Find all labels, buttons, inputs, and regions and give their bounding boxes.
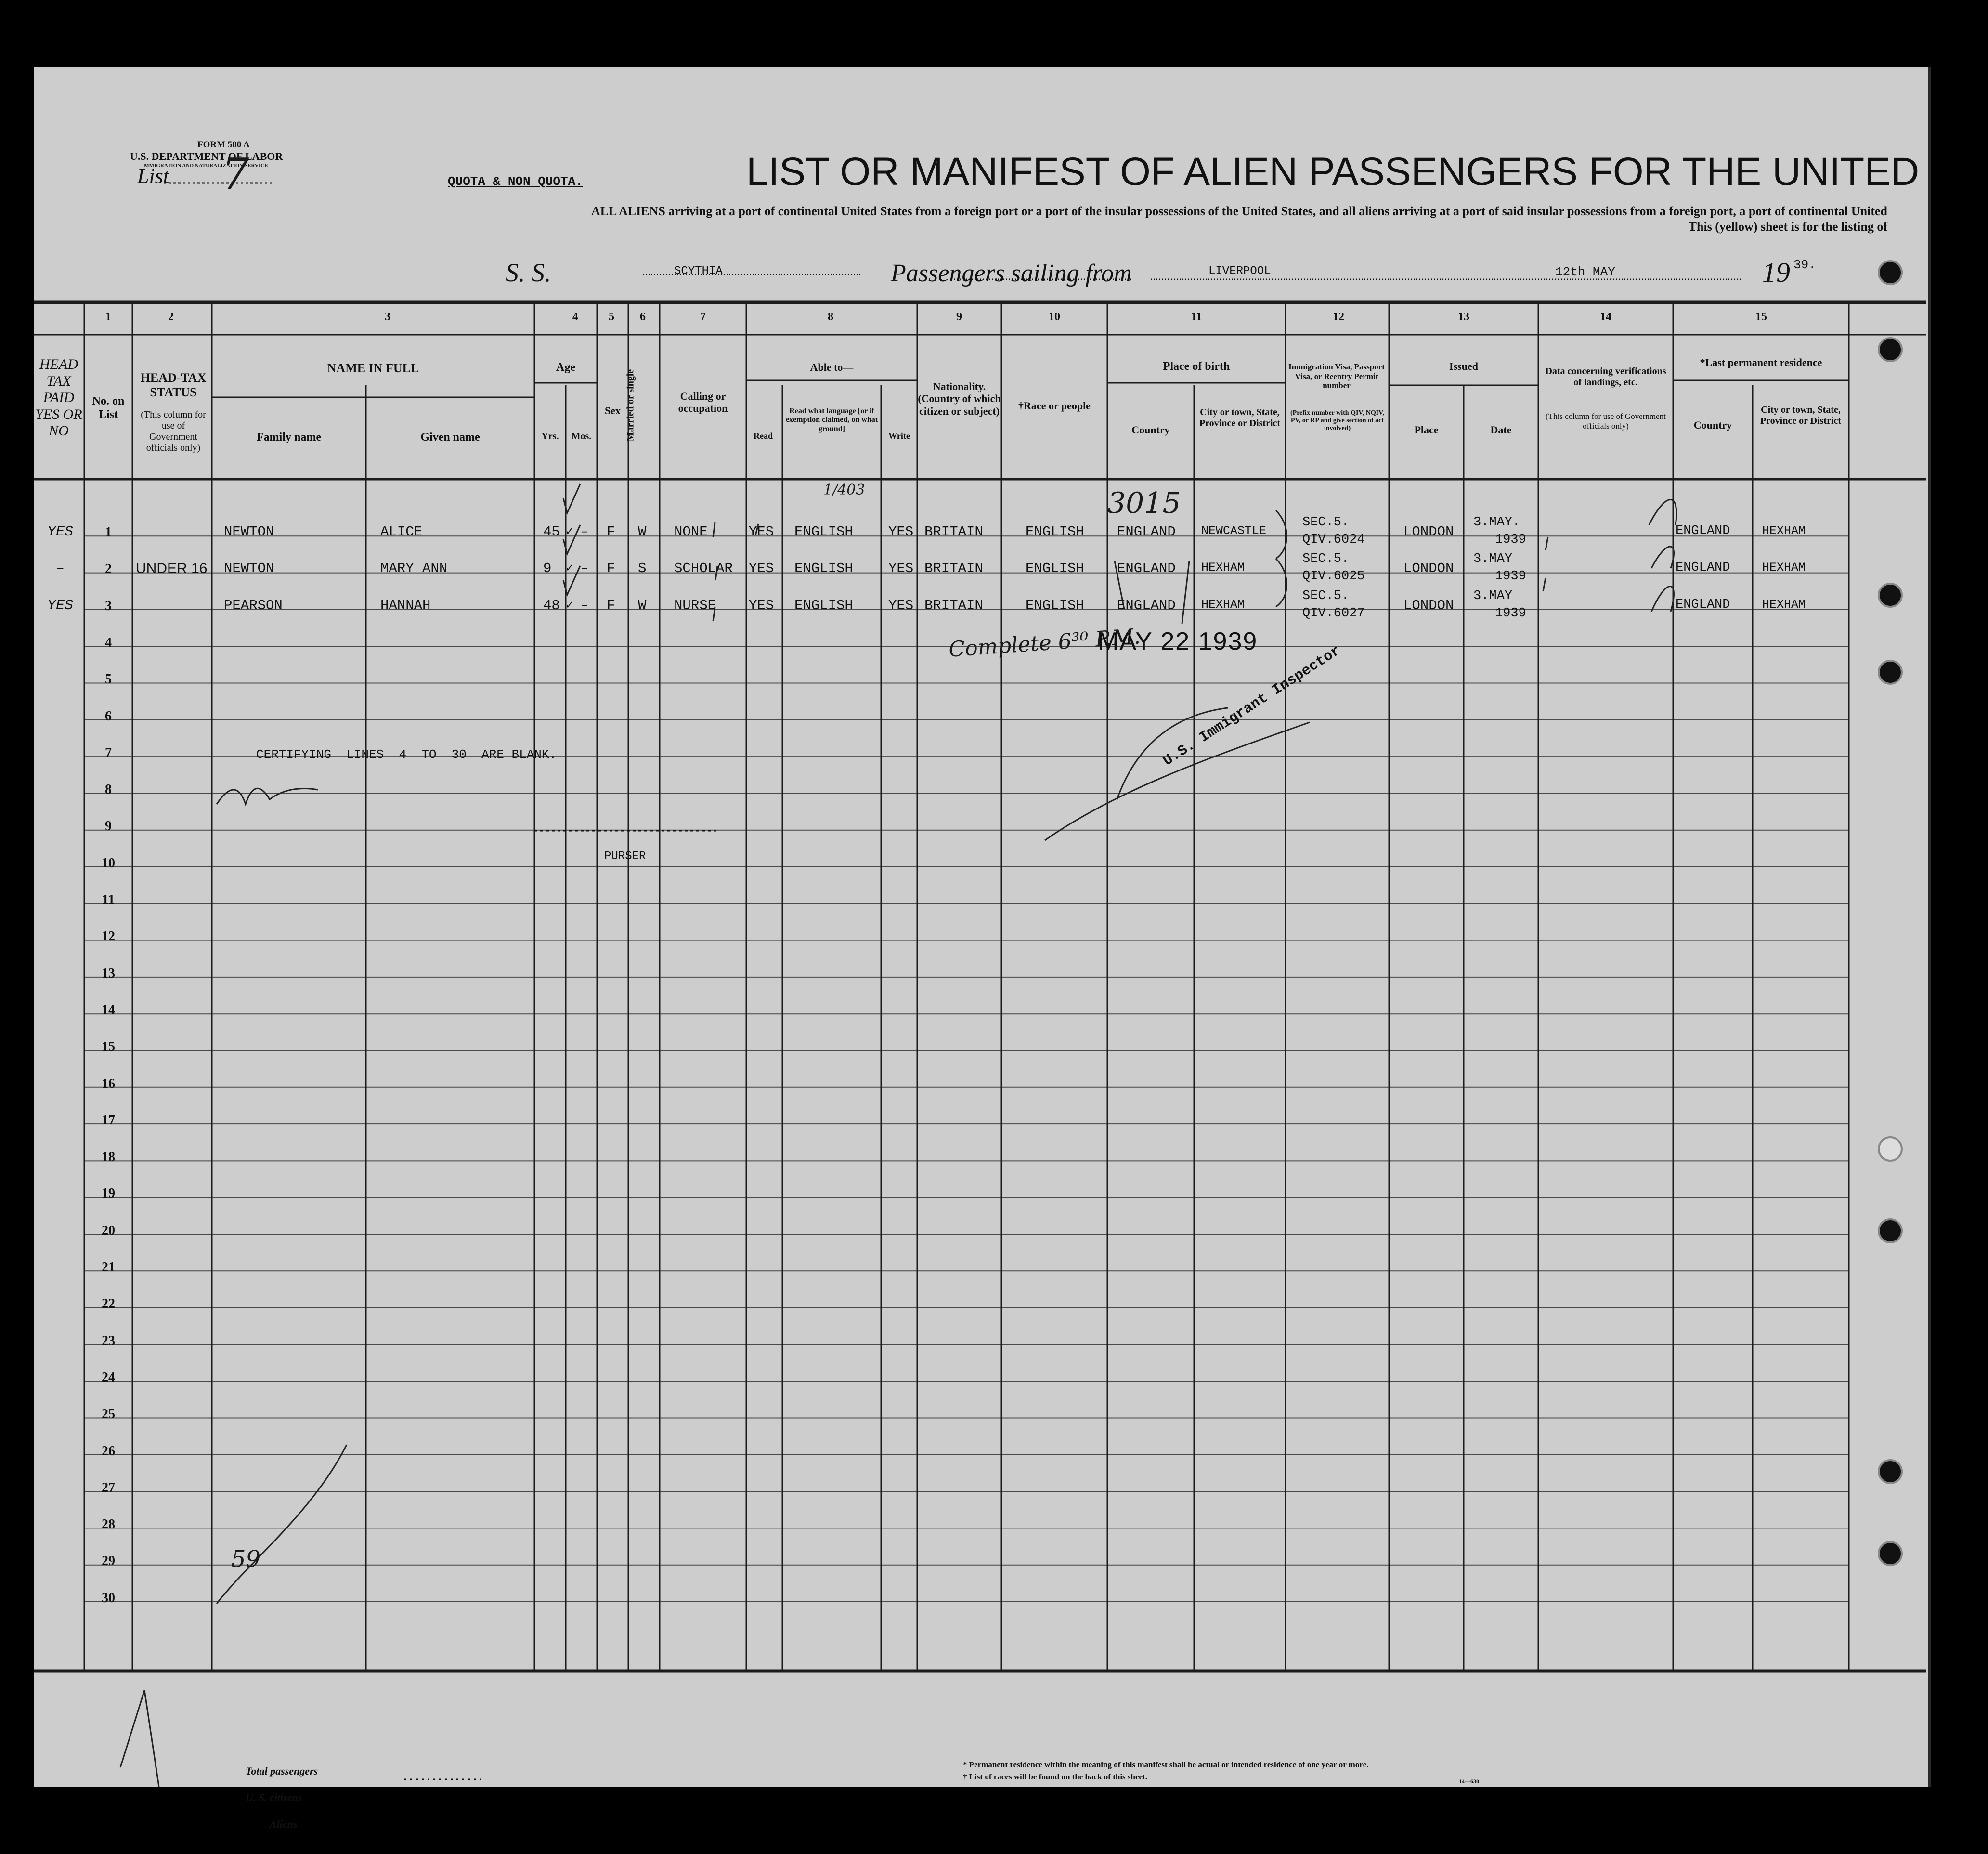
port-name: LIVERPOOL (1208, 265, 1271, 278)
row-number: 18 (102, 1149, 115, 1165)
row-number: 13 (102, 966, 115, 981)
row-number: 19 (102, 1186, 115, 1201)
column-number: 1 (105, 311, 111, 323)
hdr-given-name: Given name (420, 431, 480, 444)
cell-visa-1: SEC.5. (1302, 588, 1350, 603)
binder-hole (1878, 337, 1903, 362)
department: U.S. DEPARTMENT OF LABOR (130, 150, 283, 162)
cell-race: ENGLISH (1026, 524, 1084, 540)
cell-birth-city: HEXHAM (1201, 561, 1245, 575)
cell-write: YES (888, 597, 914, 614)
cell-calling: NURSE (674, 597, 716, 614)
subtitle-2: This (yellow) sheet is for the listing of (1688, 220, 1887, 234)
hdr-issued-date: Date (1490, 424, 1512, 436)
cell-birth-country: ENGLAND (1117, 561, 1176, 577)
year-suffix: 39. (1793, 258, 1816, 272)
cell-lang: ENGLISH (794, 561, 853, 577)
row-number: 12 (102, 929, 115, 944)
row-number: 9 (105, 819, 112, 834)
hdr-birth-country: Country (1131, 424, 1170, 436)
cell-visa-2: QIV.6025 (1302, 569, 1365, 584)
cell-race: ENGLISH (1026, 561, 1084, 577)
hdr-family-name: Family name (257, 431, 321, 444)
column-number: 6 (640, 311, 646, 323)
row-number: 10 (102, 855, 115, 871)
footer-note-1: * Permanent residence within the meaning of this manifest shall be actual or intended residence of one year or more. (963, 1760, 1369, 1769)
hand-59: 59 (231, 1546, 261, 1573)
hdr-mos: Mos. (571, 431, 592, 442)
row-number: 2 (105, 561, 112, 577)
cell-ms: W (638, 597, 647, 614)
cell-issue-2: 1939 (1495, 533, 1526, 547)
row-number: 24 (102, 1370, 115, 1385)
cell-lang: ENGLISH (794, 524, 853, 540)
hdr-issued-place: Place (1414, 424, 1439, 436)
binder-hole (1878, 583, 1903, 608)
cell-family: NEWTON (224, 524, 274, 540)
list-number: 7 (221, 149, 249, 200)
column-number: 14 (1600, 311, 1611, 323)
hand-3015: 3015 (1107, 486, 1181, 520)
subtitle-1: ALL ALIENS arriving at a port of continental United States from a foreign port or a port of the insular possessions of the United States, and all aliens arriving at a port of said insular possessions from a foreign port, a port of continental United (591, 204, 1887, 218)
hdr-write: Write (888, 431, 910, 441)
hdr-calling: Calling or occupation (678, 390, 728, 415)
cell-write: YES (888, 561, 914, 577)
date-stamp: MAY 22 1939 (1098, 627, 1258, 655)
hdr-head-tax: HEAD-TAX STATUS (140, 371, 207, 399)
cell-issue-1: 3.MAY (1473, 588, 1513, 603)
row-number: 16 (102, 1076, 115, 1091)
row-number: 26 (102, 1443, 115, 1459)
row-number: 22 (102, 1296, 115, 1312)
row-number: 25 (102, 1407, 115, 1422)
cell-yrs: 45 (543, 524, 560, 540)
binder-hole (1878, 260, 1903, 285)
cell-birth-country: ENGLAND (1117, 597, 1176, 614)
column-number: 4 (572, 311, 578, 323)
row-number: 17 (102, 1112, 115, 1128)
row-number: 20 (102, 1223, 115, 1238)
cell-visa-2: QIV.6027 (1302, 606, 1365, 621)
hdr-read: Read (754, 431, 773, 441)
footer-aliens: Aliens (270, 1818, 298, 1830)
quota-label: QUOTA & NON QUOTA. (448, 174, 583, 189)
column-number: 5 (609, 311, 614, 323)
cell-issue-2: 1939 (1495, 569, 1526, 584)
cell-birth-city: HEXHAM (1201, 597, 1245, 612)
column-number: 9 (956, 311, 962, 323)
hdr-yrs: Yrs. (541, 431, 559, 442)
list-label: List (137, 164, 169, 188)
row-number: 29 (102, 1554, 115, 1569)
binder-hole (1878, 1541, 1903, 1566)
cell-issue-place: LONDON (1403, 597, 1454, 614)
cell-nationality: BRITAIN (924, 524, 983, 540)
service: IMMIGRATION AND NATURALIZATION SERVICE (142, 163, 268, 169)
ss-label: S. S. (506, 258, 551, 287)
cell-tax: YES (47, 524, 73, 540)
cell-lang: ENGLISH (794, 597, 853, 614)
row-number: 1 (105, 525, 112, 540)
cell-read: YES (749, 561, 774, 577)
row-number: 5 (105, 672, 112, 687)
row-number: 15 (102, 1039, 115, 1055)
cell-read: YES (749, 597, 774, 614)
sailing-date: 12th MAY (1555, 265, 1615, 279)
row-number: 4 (105, 635, 112, 650)
cell-yrs: 9 (543, 561, 552, 577)
column-number: 10 (1049, 311, 1060, 323)
footer-note-2: † List of races will be found on the back of this sheet. (963, 1772, 1147, 1781)
hdr-birth-city: City or town, State, Province or District (1199, 407, 1281, 429)
hdr-able-to: Able to— (810, 361, 854, 373)
column-number: 13 (1458, 311, 1469, 323)
cell-head-tax: UNDER 16 (136, 561, 208, 577)
cell-res-country: ENGLAND (1676, 597, 1730, 612)
cell-ms: W (638, 524, 647, 540)
cell-calling: SCHOLAR (674, 561, 733, 577)
hdr-read-lang: Read what language [or if exemption claimed, on what ground] (785, 407, 878, 433)
hdr-nationality: Nationality. (Country of which citizen or subject) (918, 380, 1001, 417)
cell-tax: YES (47, 597, 73, 614)
cell-write: YES (888, 524, 914, 540)
cell-issue-1: 3.MAY. (1473, 515, 1520, 530)
cell-given: MARY ANN (380, 561, 448, 577)
cell-issue-place: LONDON (1403, 524, 1454, 540)
hdr-head-tax-note: (This column for use of Government officials only) (141, 409, 206, 453)
cell-visa-1: SEC.5. (1302, 515, 1350, 530)
hdr-no-on-list: No. on List (92, 395, 125, 421)
manifest-sheet (34, 67, 1931, 1830)
hand-complete: Complete 6³⁰ P.M. (948, 624, 1142, 662)
binder-hole (1878, 660, 1903, 685)
cell-issue-1: 3.MAY (1473, 552, 1513, 567)
binder-hole (1878, 1218, 1903, 1243)
row-number: 21 (102, 1260, 115, 1275)
hdr-last-residence: *Last permanent residence (1700, 356, 1822, 368)
hdr-married: Married or single (625, 369, 636, 442)
hdr-visa-note: (Prefix number with QIV, NQIV, PV, or RP and give section of act involved) (1290, 409, 1384, 432)
column-number: 12 (1333, 311, 1344, 323)
column-number: 15 (1755, 311, 1767, 323)
cell-given: ALICE (380, 524, 423, 540)
cell-sex: F (607, 597, 615, 614)
hdr-race: †Race or people (1018, 400, 1091, 412)
cell-issue-2: 1939 (1495, 606, 1526, 621)
row-number: 3 (105, 598, 112, 614)
cell-given: HANNAH (380, 597, 431, 614)
cell-ms: S (638, 561, 647, 577)
hdr-res-country: Country (1693, 419, 1732, 431)
sailing-label: Passengers sailing from (891, 260, 1132, 287)
binder-hole (1878, 1459, 1903, 1484)
row-number: 28 (102, 1517, 115, 1532)
cell-tax: – (55, 561, 65, 577)
row-number: 7 (105, 745, 112, 760)
cell-mos: ✓ – (566, 561, 588, 576)
cell-family: PEARSON (224, 597, 283, 614)
cell-mos: ✓ – (566, 598, 588, 613)
cell-res-country: ENGLAND (1676, 561, 1730, 575)
cell-read: YES (749, 524, 774, 540)
row-number: 11 (102, 892, 115, 907)
purser-label: PURSER (604, 850, 646, 863)
form-number: FORM 500 A (197, 140, 250, 150)
hdr-place-of-birth: Place of birth (1163, 360, 1230, 373)
cell-calling: NONE (674, 524, 708, 540)
row-number: 6 (105, 708, 112, 724)
column-number: 11 (1191, 311, 1202, 323)
cell-sex: F (607, 524, 615, 540)
cell-res-city: HEXHAM (1762, 561, 1806, 575)
column-number: 2 (168, 311, 174, 323)
footer-form-code: 14—630 (1459, 1778, 1479, 1785)
cell-visa-1: SEC.5. (1302, 552, 1350, 567)
cell-res-city: HEXHAM (1762, 597, 1806, 612)
cell-visa-2: QIV.6024 (1302, 533, 1365, 547)
column-number: 7 (700, 311, 706, 323)
ship-name: SCYTHIA (674, 265, 723, 278)
inspector-stamp: U.S. Immigrant Inspector (1160, 642, 1344, 770)
hdr-age: Age (556, 361, 575, 374)
cell-mos: ✓ – (566, 524, 588, 539)
form-title: LIST OR MANIFEST OF ALIEN PASSENGERS FOR THE UNITED (746, 150, 1920, 194)
cell-sex: F (607, 561, 615, 577)
cell-res-city: HEXHAM (1762, 524, 1806, 538)
cell-family: NEWTON (224, 561, 274, 577)
row-number: 14 (102, 1002, 115, 1018)
year-prefix: 19 (1762, 257, 1790, 288)
certifying-note: CERTIFYING LINES 4 TO 30 ARE BLANK. (256, 747, 557, 762)
cell-birth-country: ENGLAND (1117, 524, 1176, 540)
binder-hole (1878, 1136, 1903, 1162)
hdr-sex: Sex (605, 405, 621, 417)
cell-nationality: BRITAIN (924, 561, 983, 577)
hdr-res-city: City or town, State, Province or District (1760, 405, 1842, 426)
cell-race: ENGLISH (1026, 597, 1084, 614)
hand-1403: 1/403 (823, 482, 865, 498)
cell-birth-city: NEWCASTLE (1201, 524, 1267, 538)
hdr-visa: Immigration Visa, Passport Visa, or Reentry Permit number (1288, 362, 1385, 391)
footer-total: Total passengers (246, 1765, 318, 1777)
cell-yrs: 48 (543, 597, 560, 614)
cell-nationality: BRITAIN (924, 597, 983, 614)
cell-res-country: ENGLAND (1676, 524, 1730, 538)
footer-citizens: U. S. citizens (246, 1791, 302, 1803)
row-number: 8 (105, 782, 112, 797)
hdr-data-verif: Data concerning verifications of landings, etc. (1545, 366, 1666, 388)
row-number: 23 (102, 1333, 115, 1348)
cell-issue-place: LONDON (1403, 561, 1454, 577)
hdr-issued: Issued (1449, 360, 1478, 372)
head-tax-paid-note: HEAD TAX PAID YES OR NO (35, 356, 82, 439)
table-grid (34, 67, 1928, 1787)
hdr-name-in-full: NAME IN FULL (327, 361, 419, 375)
row-number: 30 (102, 1590, 115, 1606)
hdr-data-verif-note: (This column for use of Government officials only) (1546, 412, 1666, 431)
column-number: 3 (385, 311, 390, 323)
row-number: 27 (102, 1480, 115, 1495)
column-number: 8 (828, 311, 833, 323)
